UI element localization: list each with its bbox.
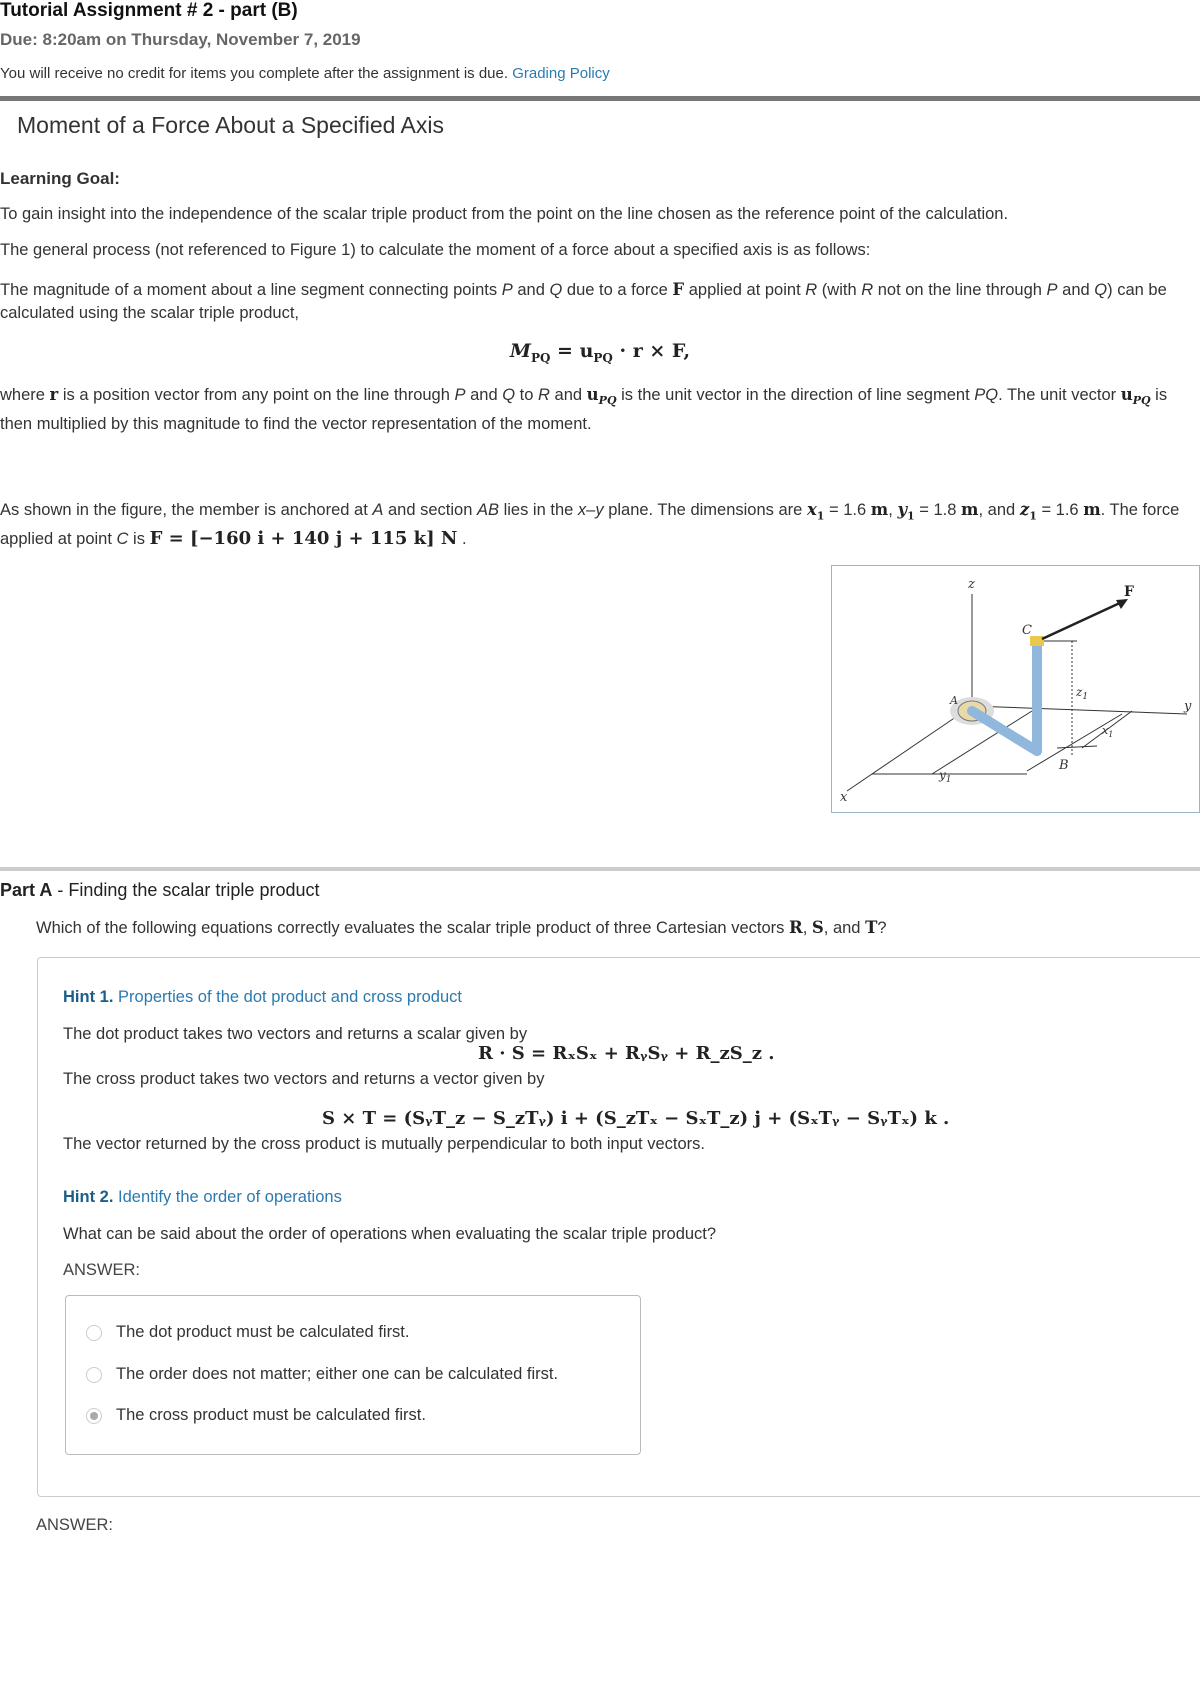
- due-date: Due: 8:20am on Thursday, November 7, 2019: [0, 30, 361, 49]
- radio-button-selected[interactable]: [86, 1408, 102, 1424]
- z1-dimension-label: $z_1$: [1076, 685, 1089, 702]
- force-equation: F = [−160 i + 140 j + 115 k] N: [149, 528, 458, 550]
- hint-2-question: What can be said about the order of operations when evaluating the scalar triple product?: [63, 1225, 717, 1243]
- hint-1-text-1: The dot product takes two vectors and returns a scalar given by: [63, 1025, 528, 1043]
- credit-note: [0, 65, 610, 82]
- part-a-heading: Part A - Finding the scalar triple product: [0, 880, 320, 900]
- hint-1-text-3: The vector returned by the cross product is mutually perpendicular to both input vectors.: [63, 1135, 705, 1153]
- dot-product-equation: R · S = RₓSₓ + RᵧSᵧ + R_zS_z .: [478, 1043, 775, 1064]
- top-divider: [0, 96, 1200, 101]
- end-cap: [1030, 636, 1044, 646]
- pipe-ab: [972, 711, 1037, 751]
- moment-description: The magnitude of a moment about a line segment connecting points P and Q due to a force F applied at point R (with R not on the line through P and Q) can be calculated using the scalar triple product,: [0, 280, 1167, 322]
- credit-note-text: You will receive no credit for items you complete after the assignment is due.: [0, 65, 509, 82]
- y-axis-label: y: [1184, 699, 1192, 714]
- part-a-answer-label: ANSWER:: [36, 1516, 114, 1534]
- moment-equation: $M_{PQ} = u_{PQ} \cdot r \times F$,: [509, 340, 691, 365]
- force-label: F: [1124, 584, 1134, 600]
- radio-button[interactable]: [86, 1325, 102, 1341]
- x1-dimension-label: $x_1$: [1102, 724, 1114, 739]
- point-c-label: C: [1022, 623, 1032, 638]
- member-diagram: [832, 566, 1199, 812]
- grading-policy-link[interactable]: Grading Policy: [512, 65, 610, 82]
- member-figure: [831, 565, 1200, 813]
- process-intro: The general process (not referenced to Figure 1) to calculate the moment of a force about a specified axis is as follows:: [0, 241, 871, 259]
- problem-title: Moment of a Force About a Specified Axis: [17, 112, 445, 138]
- radio-button[interactable]: [86, 1367, 102, 1383]
- learning-goal-text: To gain insight into the independence of the scalar triple product from the point on the line chosen as the reference point of the calculation.: [0, 205, 1009, 223]
- force-arrow: [1042, 602, 1122, 639]
- hint-2-title[interactable]: Hint 2. Identify the order of operations: [63, 1188, 342, 1206]
- cross-product-equation: S × T = (SᵧT_z − S_zTᵧ) i + (S_zTₓ − SₓT_z) j + (SₓTᵧ − SᵧTₓ) k .: [322, 1108, 950, 1129]
- part-divider: [0, 867, 1200, 871]
- part-a-question: Which of the following equations correctly evaluates the scalar triple product of three Cartesian vectors R, S, and T?: [36, 918, 887, 937]
- learning-goal-label: Learning Goal:: [0, 169, 120, 188]
- hint-2-answer-label: ANSWER:: [63, 1261, 141, 1279]
- x-axis-line: [847, 706, 972, 791]
- option-order-irrelevant[interactable]: The order does not matter; either one can be calculated first.: [86, 1365, 558, 1384]
- z-axis-label: z: [968, 577, 975, 592]
- assignment-title: Tutorial Assignment # 2 - part (B): [0, 0, 298, 21]
- setup-description: As shown in the figure, the member is anchored at A and section AB lies in the x–y plane. The dimensions are $x_1 = 1.6$ m, $y_1 = 1.8$ m, and $z_1 = 1.6$ m. The force applied at point C is F = [−160 i + 140 j + 115 k] N .: [0, 500, 1180, 550]
- hint-1-title[interactable]: Hint 1. Properties of the dot product and cross product: [63, 988, 462, 1006]
- option-cross-first[interactable]: The cross product must be calculated first.: [86, 1406, 426, 1425]
- option-dot-first[interactable]: The dot product must be calculated first.: [86, 1323, 409, 1342]
- x-axis-label: x: [840, 790, 848, 805]
- point-b-label: B: [1059, 758, 1069, 773]
- point-a-label: A: [950, 694, 958, 707]
- position-vector-description: where r is a position vector from any point on the line through P and Q to R and $u_{PQ}$ is the unit vector in the direction of line segment PQ. The unit vector $u_{PQ}$ is then multiplied by this magnitude to find the vector representation of the moment.: [0, 385, 1168, 434]
- y1-dimension-label: $y_1$: [939, 768, 952, 785]
- hint-1-text-2: The cross product takes two vectors and returns a vector given by: [63, 1070, 545, 1088]
